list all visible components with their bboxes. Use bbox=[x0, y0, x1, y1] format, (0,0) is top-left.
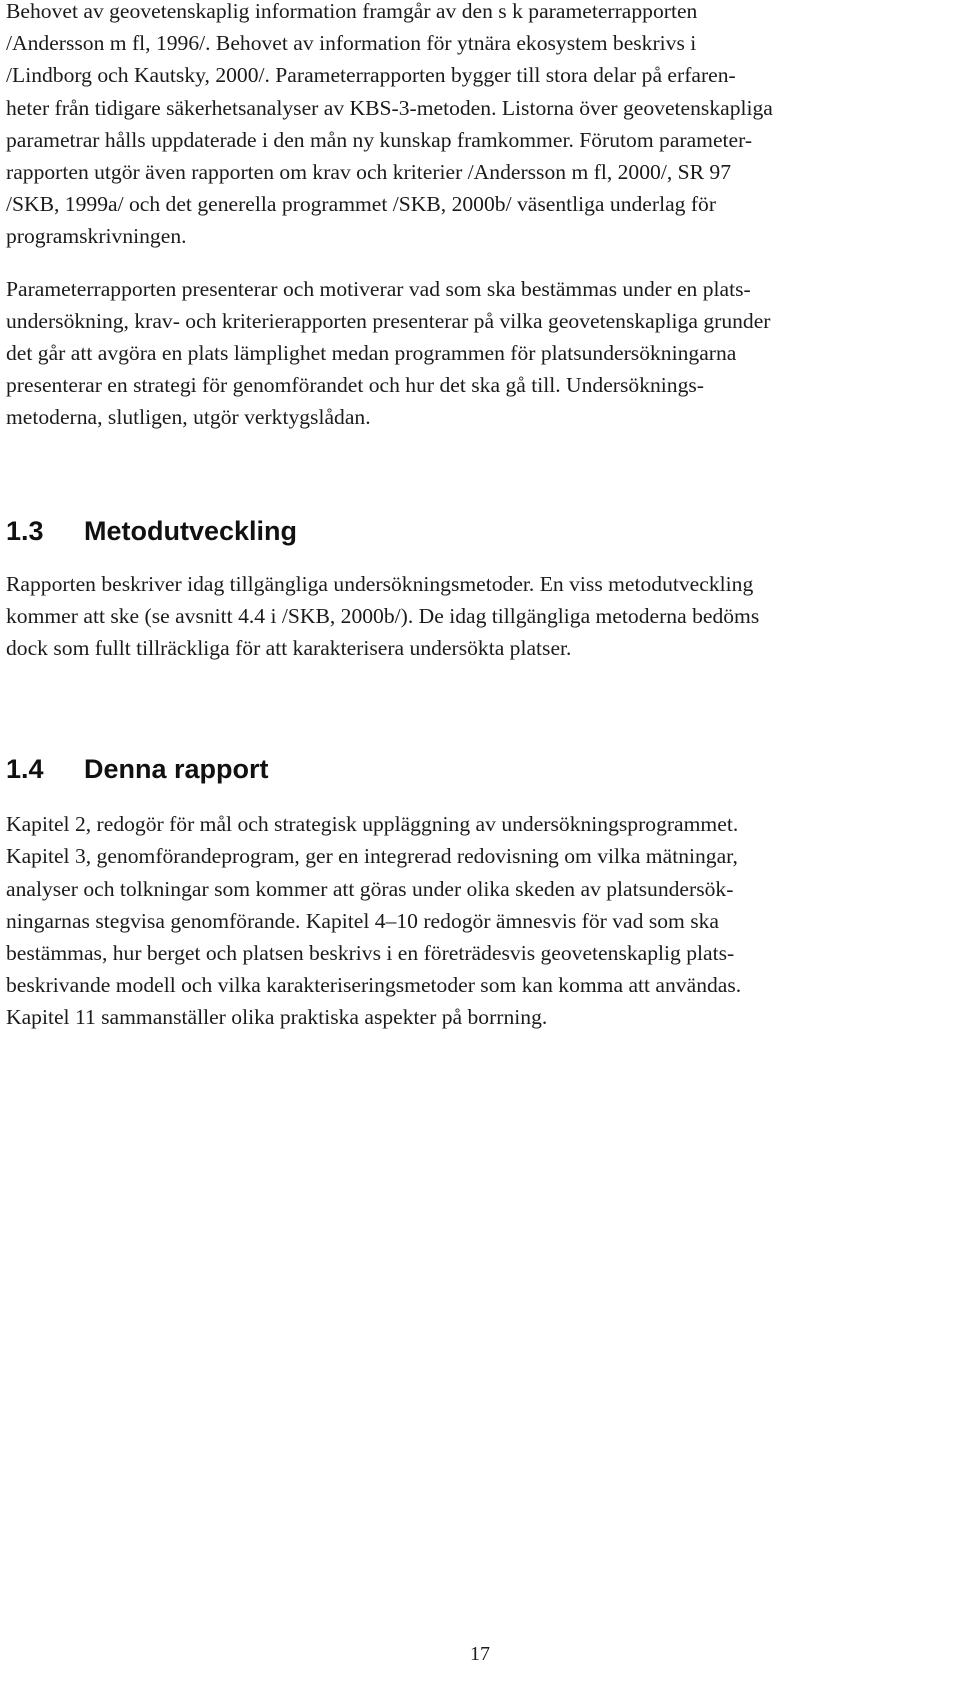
intro-paragraph bbox=[6, 0, 954, 253]
text-line: Kapitel 3, genomförandeprogram, ger en integrerad redovisning om vilka mätningar, bbox=[6, 844, 738, 869]
document-page bbox=[6, 0, 954, 1034]
text-line: bestämmas, hur berget och platsen beskrivs i en företrädesvis geovetenskaplig plats- bbox=[6, 941, 735, 966]
text-line: heter från tidigare säkerhetsanalyser av KBS-3-metoden. Listorna över geovetenskapliga bbox=[6, 95, 773, 120]
text-line: Parameterrapporten presenterar och motiverar vad som ska bestämmas under en plats- bbox=[6, 276, 751, 301]
section-number: 1.4 bbox=[6, 754, 44, 785]
text-line: ningarnas stegvisa genomförande. Kapitel 4–10 redogör ämnesvis för vad som ska bbox=[6, 908, 720, 933]
text-line: Rapporten beskriver idag tillgängliga undersökningsmetoder. En viss metodutveckling bbox=[6, 571, 754, 596]
second-paragraph bbox=[6, 273, 954, 434]
text-line: rapporten utgör även rapporten om krav och kriterier /Andersson m fl, 2000/, SR 97 bbox=[6, 160, 732, 185]
text-line: det går att avgöra en plats lämplighet medan programmen för platsundersökningarna bbox=[6, 341, 737, 366]
section-1-3-paragraph bbox=[6, 568, 954, 665]
section-heading-1-3 bbox=[6, 514, 954, 548]
text-line: Behovet av geovetenskaplig information framgår av den s k parameterrapporten bbox=[6, 0, 698, 23]
section-title: Metodutveckling bbox=[84, 515, 298, 546]
text-line: /Lindborg och Kautsky, 2000/. Parameterrapporten bygger till stora delar på erfaren- bbox=[6, 63, 736, 88]
text-line: Kapitel 11 sammanställer olika praktiska aspekter på borrning. bbox=[6, 1005, 548, 1030]
text-line: /Andersson m fl, 1996/. Behovet av information för ytnära ekosystem beskrivs i bbox=[6, 31, 697, 56]
text-line: /SKB, 1999a/ och det generella programmet /SKB, 2000b/ väsentliga underlag för bbox=[6, 192, 717, 217]
section-1-4-paragraph bbox=[6, 808, 954, 1033]
text-line: presenterar en strategi för genomförandet och hur det ska gå till. Undersöknings- bbox=[6, 373, 704, 398]
text-line: dock som fullt tillräckliga för att karakterisera undersökta platser. bbox=[6, 636, 572, 661]
text-line: analyser och tolkningar som kommer att göras under olika skeden av platsundersök- bbox=[6, 876, 734, 901]
text-line: beskrivande modell och vilka karakteriseringsmetoder som kan komma att användas. bbox=[6, 973, 742, 998]
text-line: programskrivningen. bbox=[6, 224, 187, 249]
section-title: Denna rapport bbox=[84, 754, 269, 785]
section-heading-1-4 bbox=[6, 752, 954, 786]
text-line: Kapitel 2, redogör för mål och strategisk uppläggning av undersökningsprogrammet. bbox=[6, 812, 739, 837]
text-line: kommer att ske (se avsnitt 4.4 i /SKB, 2000b/). De idag tillgängliga metoderna bedöms bbox=[6, 603, 760, 628]
text-line: parametrar hålls uppdaterade i den mån ny kunskap framkommer. Förutom parameter- bbox=[6, 127, 753, 152]
section-number: 1.3 bbox=[6, 515, 44, 546]
text-line: metoderna, slutligen, utgör verktygslådan. bbox=[6, 405, 371, 430]
page-number: 17 bbox=[470, 1643, 490, 1665]
text-line: undersökning, krav- och kriterierapporten presenterar på vilka geovetenskapliga grunder bbox=[6, 308, 771, 333]
